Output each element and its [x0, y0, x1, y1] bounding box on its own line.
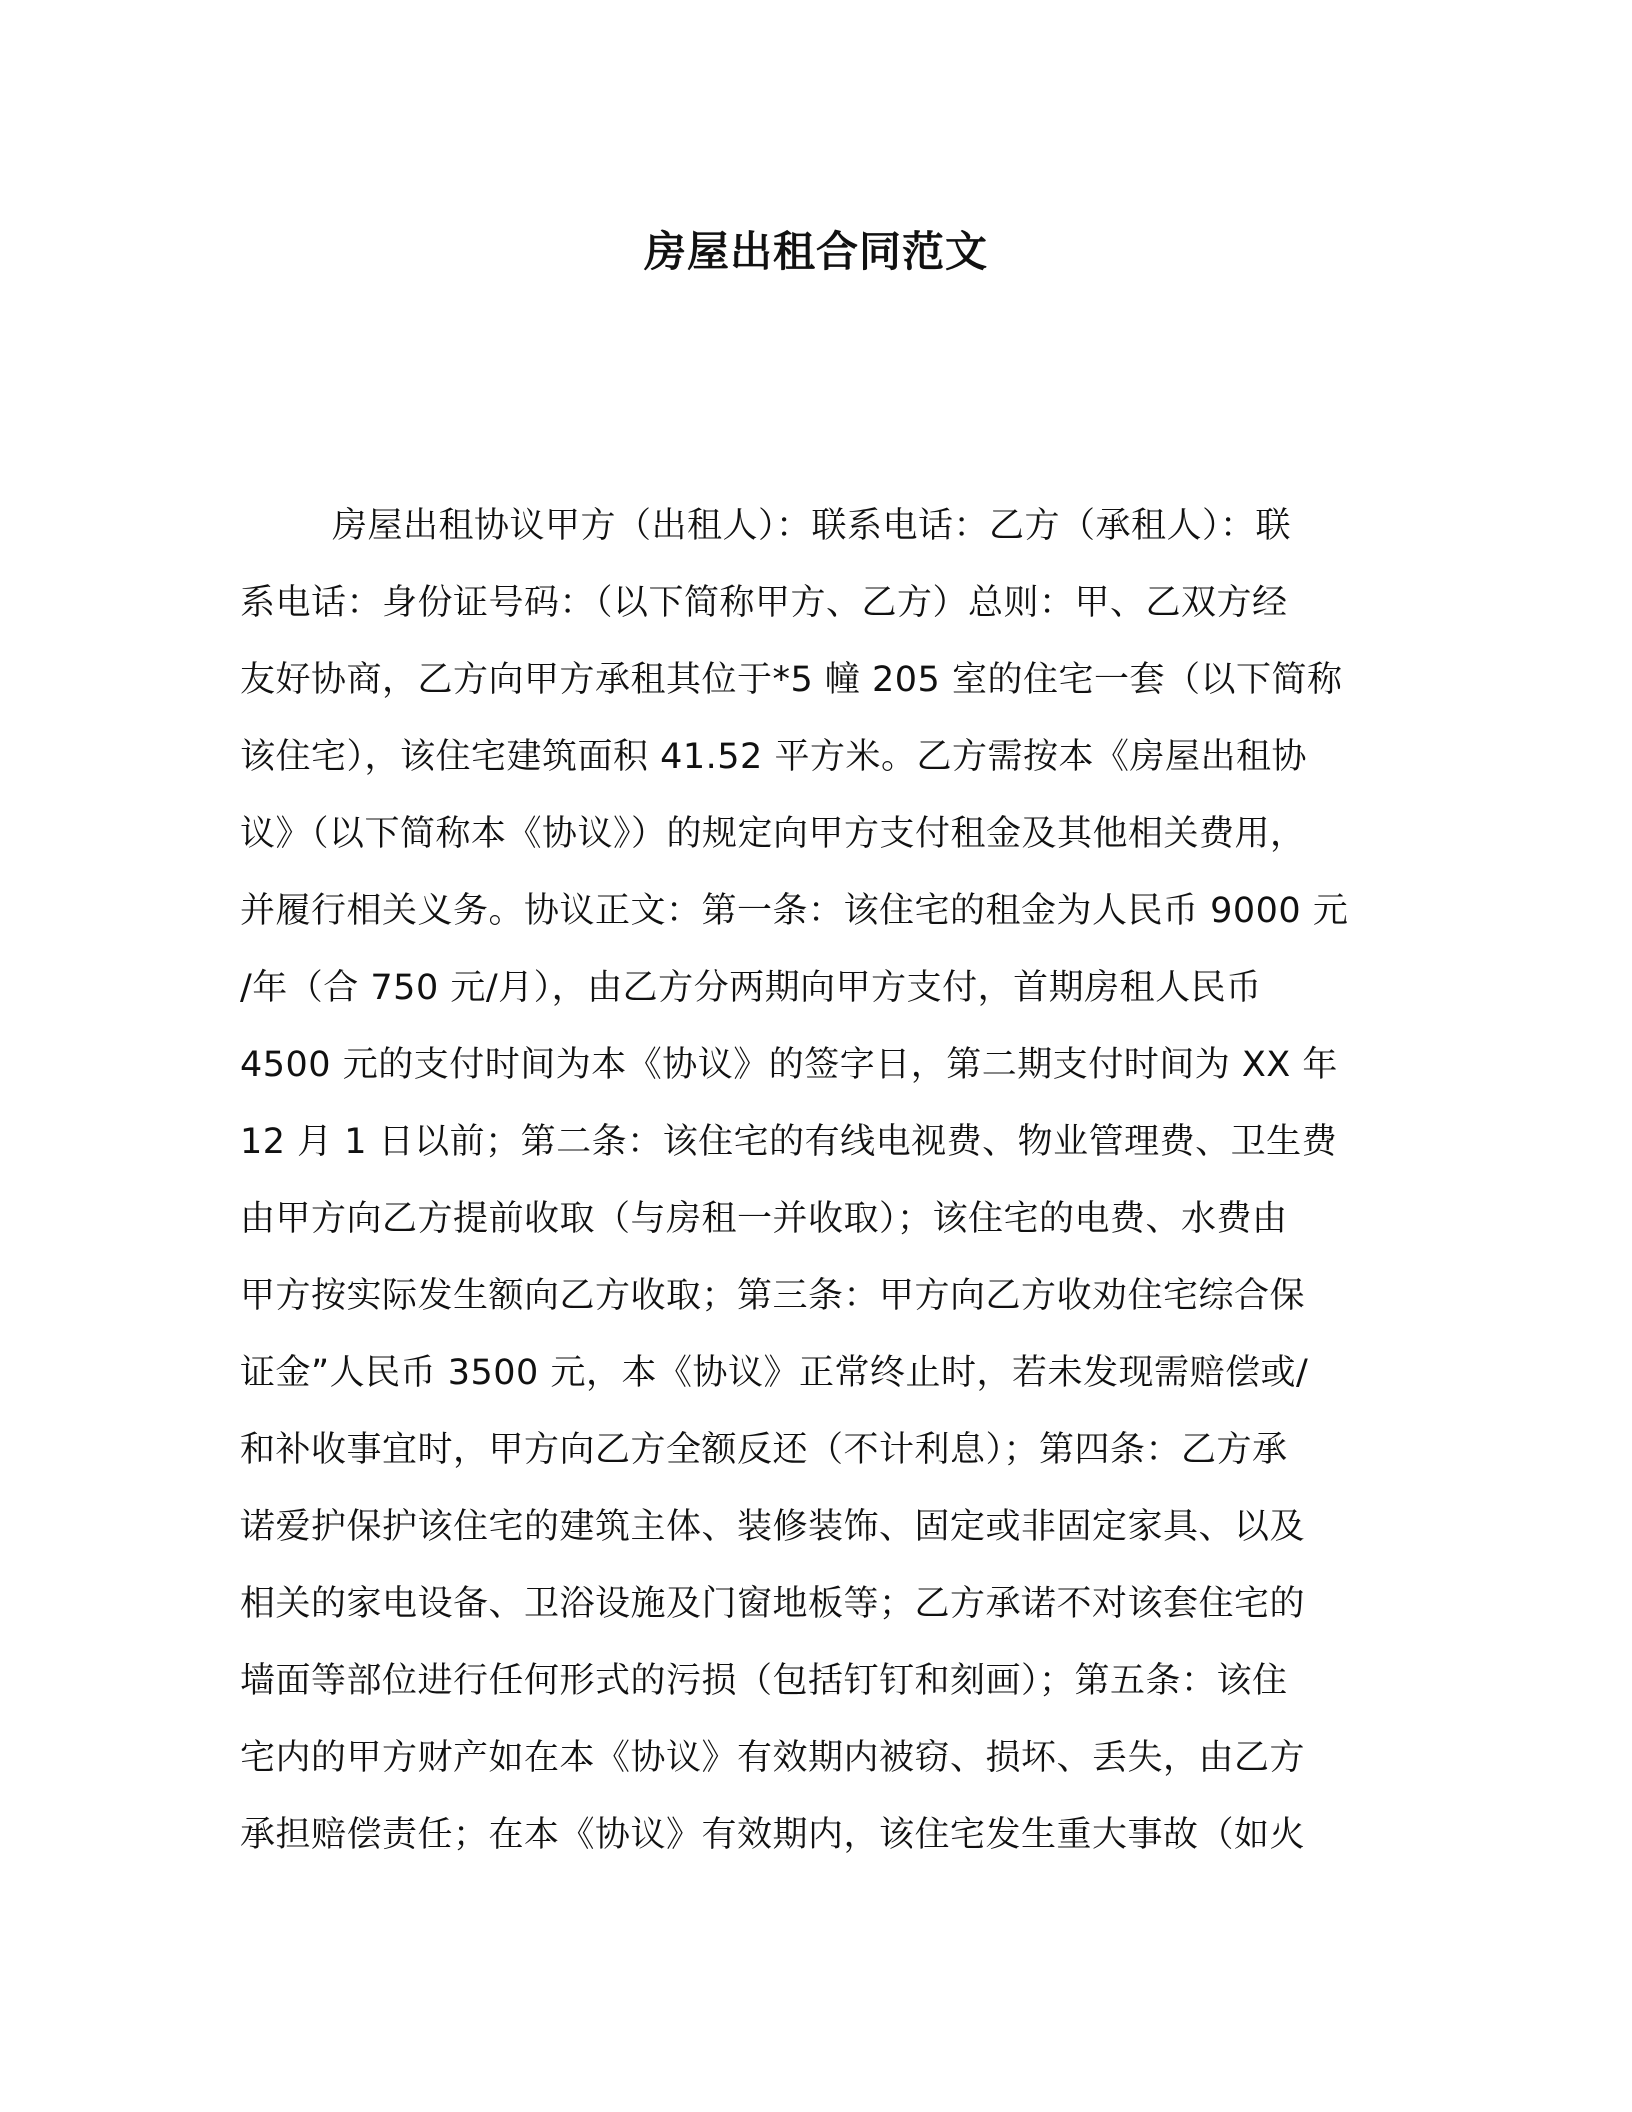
paragraph-line: 4500 元的支付时间为本《协议》的签字日，第二期支付时间为 XX 年	[240, 1045, 1338, 1085]
paragraph-line: 相关的家电设备、卫浴设施及门窗地板等；乙方承诺不对该套住宅的	[240, 1584, 1306, 1624]
paragraph-line: 和补收事宜时，甲方向乙方全额反还（不计利息）；第四条：乙方承	[240, 1430, 1288, 1470]
paragraph-line: 宅内的甲方财产如在本《协议》有效期内被窃、损坏、丢失，由乙方	[240, 1738, 1306, 1778]
paragraph-line: 系电话：身份证号码：（以下简称甲方、乙方）总则：甲、乙双方经	[240, 583, 1288, 623]
document-body	[240, 488, 1390, 1874]
paragraph-line: 由甲方向乙方提前收取（与房租一并收取）；该住宅的电费、水费由	[240, 1199, 1288, 1239]
paragraph-line: 12 月 1 日以前；第二条：该住宅的有线电视费、物业管理费、卫生费	[240, 1122, 1338, 1162]
paragraph-line: /年（合 750 元/月），由乙方分两期向甲方支付，首期房租人民币	[240, 968, 1262, 1008]
paragraph-line: 诺爱护保护该住宅的建筑主体、装修装饰、固定或非固定家具、以及	[240, 1507, 1306, 1547]
paragraph-line: 议》（以下简称本《协议》）的规定向甲方支付租金及其他相关费用，	[240, 814, 1306, 854]
paragraph-line: 该住宅），该住宅建筑面积 41.52 平方米。乙方需按本《房屋出租协	[240, 737, 1307, 777]
paragraph-line: 证金”人民币 3500 元，本《协议》正常终止时，若未发现需赔偿或/	[240, 1353, 1309, 1393]
paragraph-line: 并履行相关义务。协议正文：第一条：该住宅的租金为人民币 9000 元	[240, 891, 1349, 931]
paragraph-line: 墙面等部位进行任何形式的污损（包括钉钉和刻画）；第五条：该住	[240, 1661, 1288, 1701]
paragraph-line: 房屋出租协议甲方（出租人）：联系电话：乙方（承租人）：联	[332, 506, 1292, 546]
paragraph-line: 友好协商，乙方向甲方承租其位于*5 幢 205 室的住宅一套（以下简称	[240, 660, 1343, 700]
document-title: 房屋出租合同范文	[643, 227, 988, 276]
paragraph-line: 甲方按实际发生额向乙方收取；第三条：甲方向乙方收劝住宅综合保	[240, 1276, 1306, 1316]
paragraph-line: 承担赔偿责任；在本《协议》有效期内，该住宅发生重大事故（如火	[240, 1815, 1306, 1855]
